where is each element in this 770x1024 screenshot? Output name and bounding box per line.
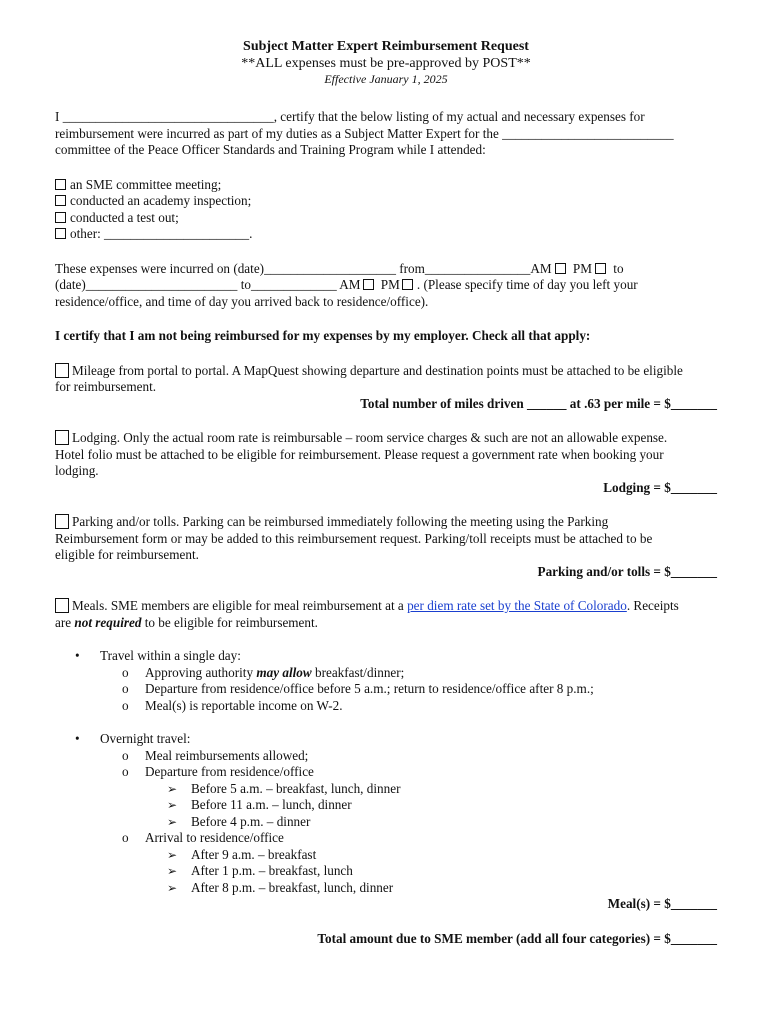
circle-bullet-icon: o	[122, 764, 129, 779]
bullet-icon: •	[75, 731, 80, 746]
arrow-bullet-icon: ➢	[167, 814, 178, 829]
checkbox-other[interactable]	[55, 228, 66, 239]
effective-date: Effective January 1, 2025	[324, 72, 448, 86]
dates-line-3: residence/office, and time of day you arrived back to residence/office).	[55, 293, 429, 309]
meals-total: Meal(s) = $_______	[607, 896, 717, 911]
arrow-bullet-icon: ➢	[167, 880, 178, 895]
arrow-bullet-icon: ➢	[167, 781, 178, 796]
option-committee-meeting: an SME committee meeting;	[55, 177, 717, 194]
checkbox-test-out[interactable]	[55, 212, 66, 223]
list-item: o Meal(s) is reportable income on W-2.	[122, 697, 343, 713]
option-academy-inspection: conducted an academy inspection;	[55, 193, 717, 210]
list-item: ➢ After 1 p.m. – breakfast, lunch	[167, 863, 353, 878]
meals-section: Meals. SME members are eligible for meal reimbursement at a per diem rate set by the State of Colorado. Receipts are not required to be eligible for reimbursement. • Travel within a single day: o Approving authority may allow breakfast/dinner; o Departure from residence/office before 5 a.m.; return to residence/office after 8 p.m.; o Meal(s) is reportable income on W-2. • Overnight travel: o Meal reimbursements allowed; o Departure from residence/office ➢ Before 5 a.m. – breakfast, lunch, dinner ➢ Before 11 a.m. – lunch, dinner ➢ Before 4 p.m. – dinner o Arrival to residence/office ➢ After 9 a.m. – breakfast ➢ After 1 p.m. – breakfast, lunch ➢ After 8 p.m. – breakfast, lunch, dinner Meal(s) = $_______	[55, 598, 717, 911]
list-item: o Arrival to residence/office ➢ After 9 a.m. – breakfast ➢ After 1 p.m. – breakfast, lunch ➢ After 8 p.m. – breakfast, lunch, dinner	[55, 830, 717, 896]
dates-line-2: (date)_______________________ to_____________ AM PM . (Please specify time of day you left your	[55, 277, 638, 292]
circle-bullet-icon: o	[122, 664, 129, 680]
arrow-bullet-icon: ➢	[167, 847, 178, 862]
checkbox-end-pm[interactable]	[402, 279, 413, 290]
lodging-total: Lodging = $_______	[603, 479, 717, 495]
parking-total: Parking and/or tolls = $_______	[537, 563, 717, 579]
meal-rules-list	[55, 648, 717, 896]
checkbox-start-am[interactable]	[555, 263, 566, 274]
circle-bullet-icon: o	[122, 830, 129, 845]
per-diem-link[interactable]: per diem rate set by the State of Colorado	[407, 598, 627, 613]
list-item: ➢ After 8 p.m. – breakfast, lunch, dinner	[167, 879, 394, 895]
list-item: o Approving authority may allow breakfast/dinner;	[122, 664, 405, 680]
intro-paragraph	[55, 109, 717, 159]
checkbox-academy-inspection[interactable]	[55, 195, 66, 206]
bullet-icon: •	[75, 648, 80, 663]
list-item: o Departure from residence/office before 5 a.m.; return to residence/office after 8 p.m.;	[122, 681, 594, 696]
parking-section: Parking and/or tolls. Parking can be reimbursed immediately following the meeting using the Parking Reimbursement form or may be added to this reimbursement request. Parking/toll receipts must be attached to be eligible for reimbursement. Parking and/or tolls = $_______	[55, 514, 717, 579]
checkbox-start-pm[interactable]	[595, 263, 606, 274]
checkbox-parking[interactable]	[55, 514, 69, 529]
checkbox-mileage[interactable]	[55, 363, 69, 378]
list-item: ➢ Before 11 a.m. – lunch, dinner	[167, 797, 352, 812]
mileage-section: Mileage from portal to portal. A MapQuest showing departure and destination points must be attached to be eligible for reimbursement. Total number of miles driven ______ at .63 per mile = $_______	[55, 362, 717, 411]
lodging-section: Lodging. Only the actual room rate is reimbursable – room service charges & such are not an allowable expense. Hotel folio must be attached to be eligible for reimbursement. Please request a government rate when booking your lodging. Lodging = $_______	[55, 430, 717, 495]
arrow-bullet-icon: ➢	[167, 798, 178, 812]
list-item: o Departure from residence/office ➢ Before 5 a.m. – breakfast, lunch, dinner ➢ Before 11 a.m. – lunch, dinner ➢ Before 4 p.m. – dinner	[55, 764, 717, 830]
checkbox-lodging[interactable]	[55, 430, 69, 445]
dates-line-1: These expenses were incurred on (date)____________________ from________________AM PM to	[55, 260, 624, 276]
circle-bullet-icon: o	[122, 681, 129, 696]
dates-paragraph	[55, 261, 717, 311]
list-item: ➢ Before 4 p.m. – dinner	[167, 813, 311, 829]
intro-line-1: I ________________________________, certify that the below listing of my actual and necessary expenses for	[55, 109, 645, 124]
form-content	[55, 38, 717, 947]
document-title: Subject Matter Expert Reimbursement Request	[243, 39, 529, 54]
mileage-total: Total number of miles driven ______ at .63 per mile = $_______	[360, 395, 717, 411]
arrow-bullet-icon: ➢	[167, 864, 178, 878]
list-item-single-day: • Travel within a single day: o Approving authority may allow breakfast/dinner; o Departure from residence/office before 5 a.m.; return to residence/office after 8 p.m.; o Meal(s) is reportable income on W-2.	[55, 648, 717, 714]
grand-total: Total amount due to SME member (add all four categories) = $_______	[317, 930, 717, 946]
list-item: ➢ After 9 a.m. – breakfast	[167, 846, 317, 862]
option-test-out: conducted a test out;	[55, 210, 717, 227]
attended-options	[55, 177, 717, 243]
document-subtitle: **ALL expenses must be pre-approved by POST**	[241, 56, 531, 71]
certify-statement: I certify that I am not being reimbursed for my expenses by my employer. Check all that apply:	[55, 328, 591, 343]
intro-line-3: committee of the Peace Officer Standards and Training Program while I attended:	[55, 142, 486, 157]
list-item: ➢ Before 5 a.m. – breakfast, lunch, dinner	[167, 780, 401, 796]
circle-bullet-icon: o	[122, 747, 129, 763]
checkbox-committee-meeting[interactable]	[55, 179, 66, 190]
intro-line-2: reimbursement were incurred as part of my duties as a Subject Matter Expert for the __________________________	[55, 125, 674, 141]
option-other: other: ______________________.	[55, 226, 717, 243]
checkbox-end-am[interactable]	[363, 279, 374, 290]
circle-bullet-icon: o	[122, 697, 129, 713]
list-item: o Meal reimbursements allowed;	[122, 747, 309, 763]
list-item-overnight: • Overnight travel: o Meal reimbursements allowed; o Departure from residence/office ➢ Before 5 a.m. – breakfast, lunch, dinner ➢ Before 11 a.m. – lunch, dinner ➢ Before 4 p.m. – dinner o Arrival to residence/office ➢ After 9 a.m. – breakfast ➢ After 1 p.m. – breakfast, lunch ➢ After 8 p.m. – breakfast, lunch, dinner	[55, 731, 717, 896]
checkbox-meals[interactable]	[55, 598, 69, 613]
